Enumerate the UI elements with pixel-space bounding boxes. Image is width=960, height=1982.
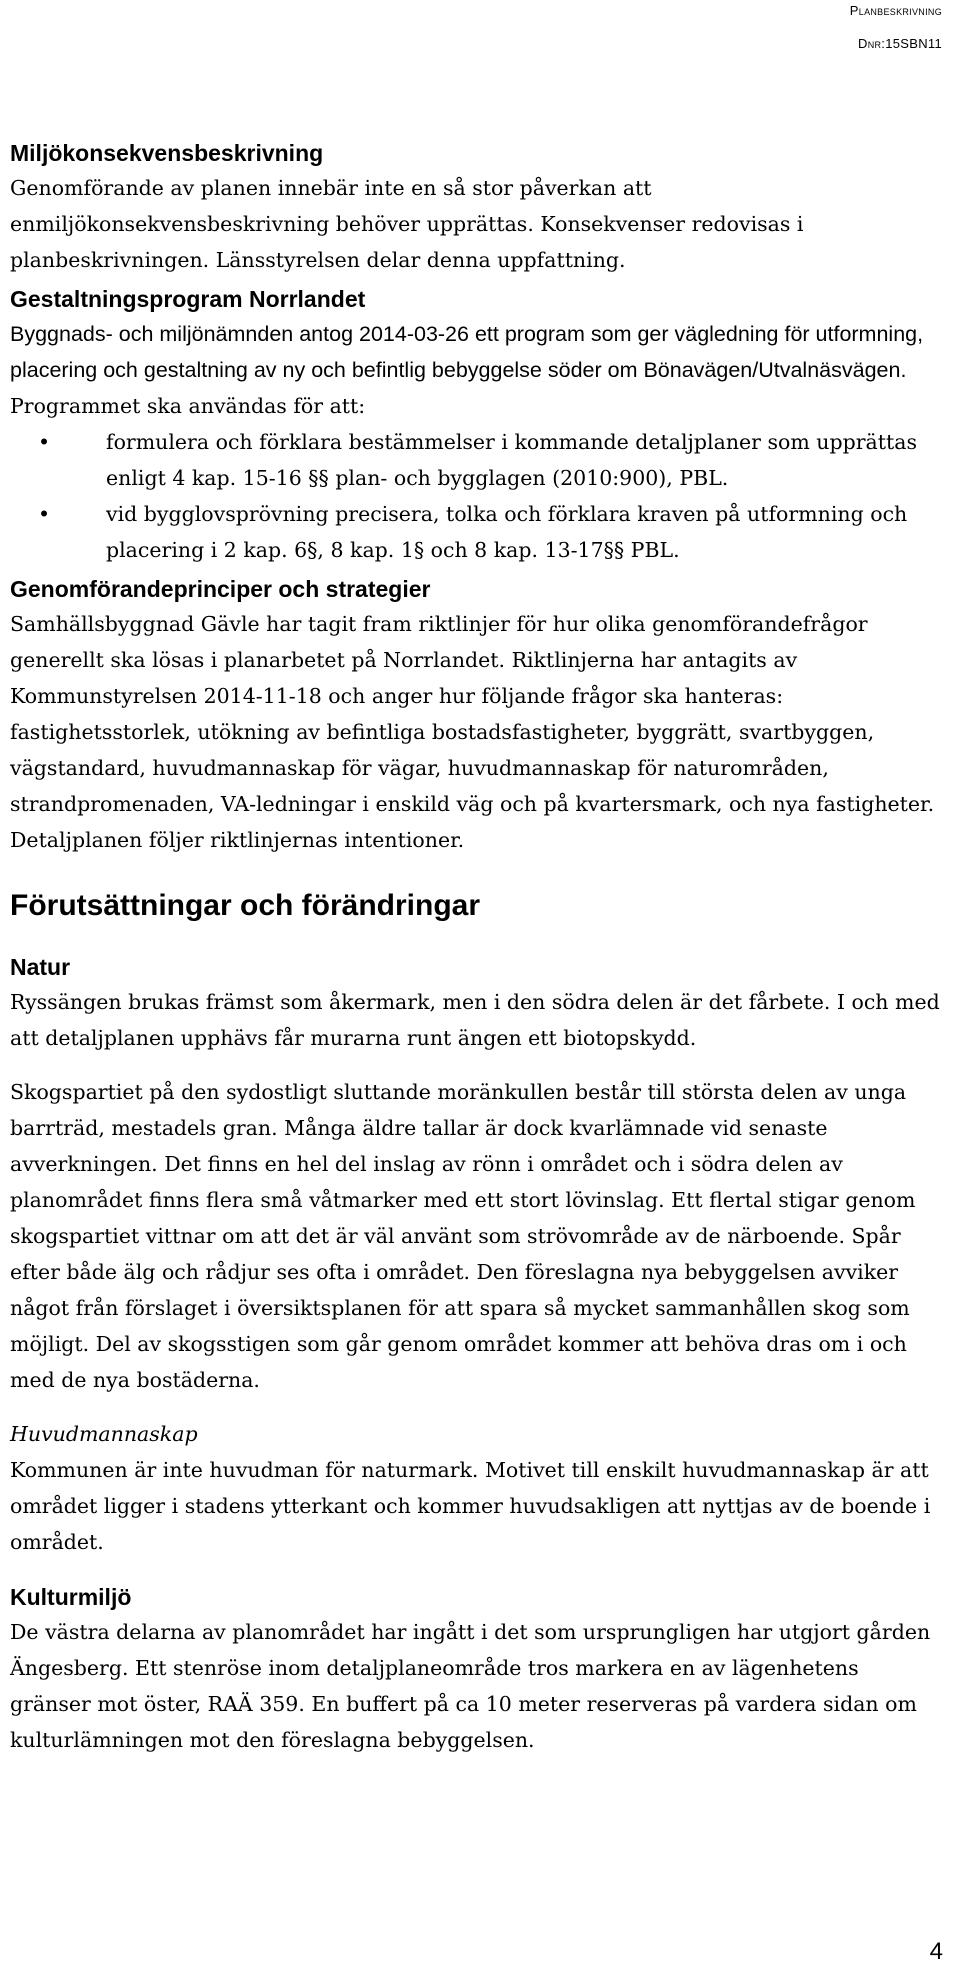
paragraph-miljokonsekvens: Genomförande av planen innebär inte en så stor påverkan att enmiljökonsekvensbeskrivning behöver upprättas. Konsekvenser redovisas i planbeskrivningen. Länsstyrelsen delar denna uppfattning.	[10, 176, 804, 272]
paragraph-genomforandeprinciper: Samhällsbyggnad Gävle har tagit fram riktlinjer för hur olika genomförandefrågor generellt ska lösas i planarbetet på Norrlandet. Riktlinjerna har antagits av Kommunstyrelsen 2014-11-18 och anger hur följande frågor ska hanteras: fastighetsstorlek, utökning av befintliga bostadsfastigheter, byggrätt, svartbyggen, vägstandard, huvudmannaskap för vägar, huvudmannaskap för naturområden, strandpromenaden, VA-ledningar i enskild väg och på kvartersmark, och nya fastigheter. Detaljplanen följer riktlinjernas intentioner.	[10, 612, 935, 852]
paragraph-huvudmannaskap: Kommunen är inte huvudman för naturmark. Motivet till enskilt huvudmannaskap är att området ligger i stadens ytterkant och kommer huvudsakligen att nyttjas av de boende i området.	[10, 1458, 931, 1554]
page-number: 4	[929, 1938, 943, 1965]
paragraph-gestaltningsprogram	[10, 316, 945, 424]
list-item	[10, 496, 945, 568]
bullet-icon: •	[38, 502, 51, 526]
heading-genomforandeprinciper: Genomförandeprinciper och strategier	[10, 576, 431, 602]
gestaltning-purpose-text: Programmet ska användas för att:	[10, 394, 366, 418]
bullet-list	[10, 424, 945, 568]
paragraph-natur-2: Skogspartiet på den sydostligt sluttande moränkullen består till största delen av unga barrträd, mestadels gran. Många äldre tallar är dock kvarlämnade vid senaste avverkningen. Det finns en hel del inslag av rönn i området och i södra delen av planområdet finns flera små våtmarker med ett stort lövinslag. Ett flertal stigar genom skogspartiet vittnar om att det är väl använt som strövområde av de närboende. Spår efter både älg och rådjur ses ofta i området. Den föreslagna nya bebyggelsen avviker något från förslaget i översiktsplanen för att spara så mycket sammanhållen skog som möjligt. Del av skogsstigen som går genom området kommer att behöva dras om i och med de nya bostäderna.	[10, 1080, 916, 1392]
paragraph-kulturmiljo: De västra delarna av planområdet har ingått i det som ursprungligen har utgjort gården Ängesberg. Ett stenröse inom detaljplaneområde tros markera en av lägenhetens gränser mot öster, RAÄ 359. En buffert på ca 10 meter reserveras på vardera sidan om kulturlämningen mot den föreslagna bebyggelsen.	[10, 1620, 931, 1752]
document-number: Dnr:15SBN11	[858, 36, 942, 51]
heading-kulturmiljo: Kulturmiljö	[10, 1584, 132, 1610]
gestaltning-intro-text: Byggnads- och miljönämnden antog 2014-03-26 ett program som ger vägledning för utformning, placering och gestaltning av ny och befintlig bebyggelse söder om Bönavägen/Utvalnäsvägen.	[10, 322, 924, 382]
list-item-text: vid bygglovsprövning precisera, tolka och förklara kraven på utformning och placering i 2 kap. 6§, 8 kap. 1§ och 8 kap. 13-17§§ PBL.	[106, 502, 908, 562]
list-item-text: formulera och förklara bestämmelser i kommande detaljplaner som upprättas enligt 4 kap. 15-16 §§ plan- och bygglagen (2010:900), PBL.	[106, 430, 917, 490]
heading-natur: Natur	[10, 954, 71, 980]
document-body	[10, 136, 945, 1758]
bullet-icon: •	[38, 430, 51, 454]
heading-huvudmannaskap: Huvudmannaskap	[10, 1422, 198, 1446]
heading-miljokonsekvens: Miljökonsekvensbeskrivning	[10, 140, 324, 166]
paragraph-natur-1: Ryssängen brukas främst som åkermark, men i den södra delen är det fårbete. I och med att detaljplanen upphävs får murarna runt ängen ett biotopskydd.	[10, 990, 940, 1050]
list-item	[10, 424, 945, 496]
heading-gestaltningsprogram: Gestaltningsprogram Norrlandet	[10, 286, 366, 312]
document-type-label: Planbeskrivning	[849, 3, 942, 18]
heading-forutsattningar: Förutsättningar och förändringar	[10, 889, 481, 922]
